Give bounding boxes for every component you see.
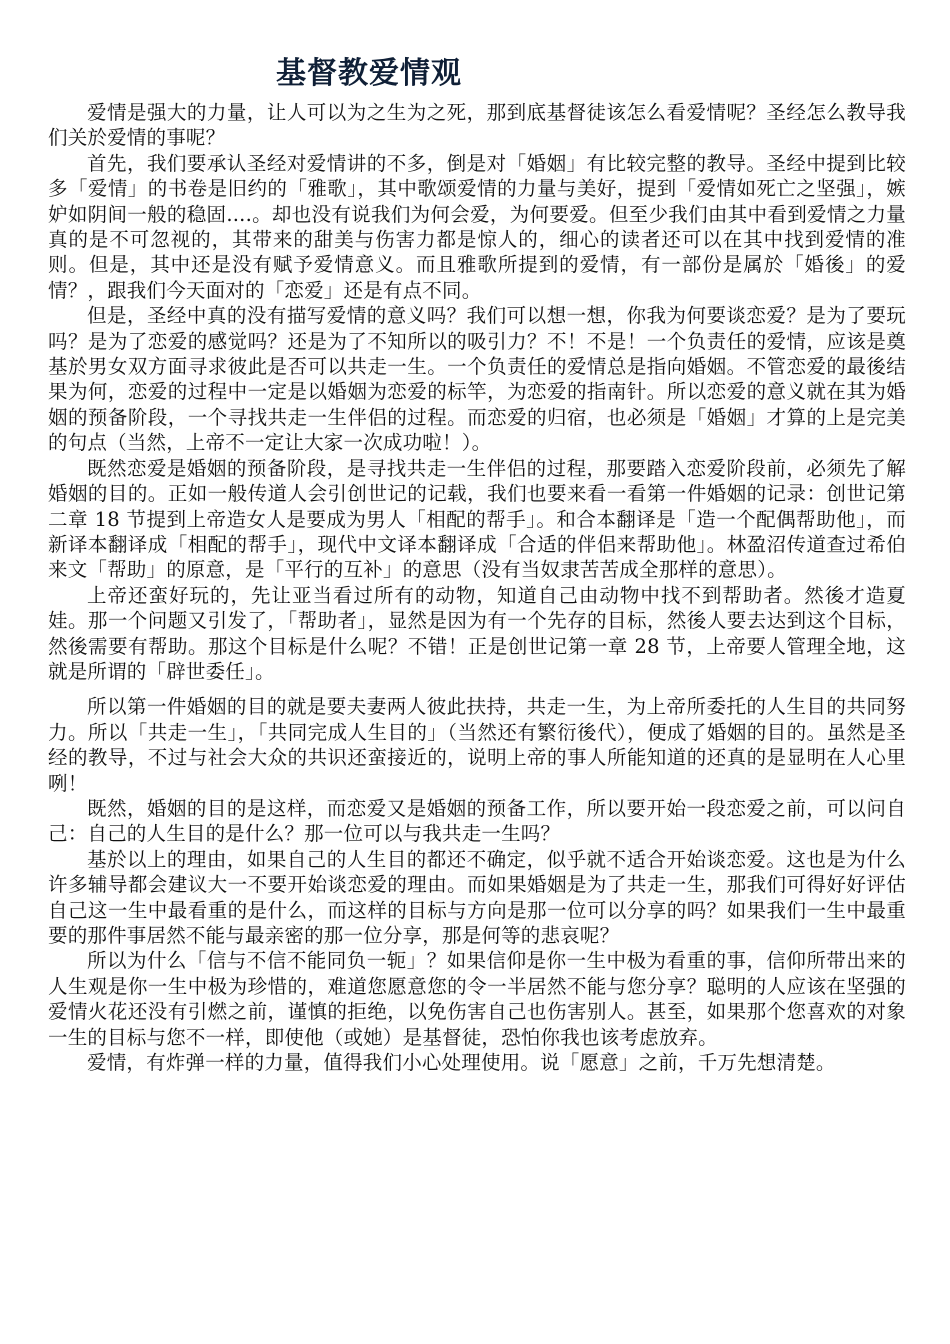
paragraph-7: 既然，婚姻的目的是这样，而恋爱又是婚姻的预备工作，所以要开始一段恋爱之前，可以问自己：自己的人生目的是什么？那一位可以与我共走一生吗？	[48, 796, 906, 846]
paragraph-10: 爱情，有炸弹一样的力量，值得我们小心处理使用。说「愿意」之前，千万先想清楚。	[87, 1051, 836, 1075]
paragraph-1: 爱情是强大的力量，让人可以为之生为之死，那到底基督徒该怎么看爱情呢？圣经怎么教导我们关於爱情的事呢？	[48, 101, 906, 150]
paragraph-8: 基於以上的理由，如果自己的人生目的都还不确定，似乎就不适合开始谈恋爱。这也是为什么许多辅导都会建议大一不要开始谈恋爱的理由。而如果婚姻是为了共走一生，那我们可得好好评估自己这一生中最看重的是什么，而这样的目标与方向是那一位可以分享的吗？如果我们一生中最重要的那件事居然不能与最亲密的那一位分享，那是何等的悲哀呢？	[48, 847, 906, 947]
document-page	[48, 52, 906, 1075]
paragraph-2: 首先，我们要承认圣经对爱情讲的不多，倒是对「婚姻」有比较完整的教导。圣经中提到比较多「爱情」的书卷是旧约的「雅歌」，其中歌颂爱情的力量与美好，提到「爱情如死亡之坚强」，嫉妒如阴间一般的稳固....。却也没有说我们为何会爱，为何要爱。但至少我们由其中看到爱情之力量真的是不可忽视的，其带来的甜美与伤害力都是惊人的，细心的读者还可以在其中找到爱情的准则。但是，其中还是没有赋予爱情意义。而且雅歌所提到的爱情，有一部份是属於「婚後」的爱情？，跟我们今天面对的「恋爱」还是有点不同。	[48, 151, 906, 302]
paragraph-6: 所以第一件婚姻的目的就是要夫妻两人彼此扶持，共走一生，为上帝所委托的人生目的共同努力。所以「共走一生」，「共同完成人生目的」（当然还有繁衍後代），便成了婚姻的目的。虽然是圣经的教导，不过与社会大众的共识还蛮接近的，说明上帝的事人所能知道的还真的是显明在人心里咧！	[48, 695, 906, 795]
paragraph-5: 上帝还蛮好玩的，先让亚当看过所有的动物，知道自己由动物中找不到帮助者。然後才造夏娃。那一个问题又引发了，「帮助者」，显然是因为有一个先存的目标，然後人要去达到这个目标，然後需要有帮助。那这个目标是什么呢？不错！正是创世记第一章 28 节，上帝要人管理全地，这就是所谓的「辟世委任」。	[48, 583, 906, 683]
paragraph-3: 但是，圣经中真的没有描写爱情的意义吗？我们可以想一想，你我为何要谈恋爱？是为了要玩吗？是为了恋爱的感觉吗？还是为了不知所以的吸引力？不！不是！一个负责任的爱情，应该是奠基於男女双方面寻求彼此是否可以共走一生。一个负责任的爱情总是指向婚姻。不管恋爱的最後结果为何，恋爱的过程中一定是以婚姻为恋爱的标竿，为恋爱的指南针。所以恋爱的意义就在其为婚姻的预备阶段，一个寻找共走一生伴侣的过程。而恋爱的归宿，也必须是「婚姻」才算的上是完美的句点（当然，上帝不一定让大家一次成功啦！）。	[48, 304, 906, 455]
document-title: 基督教爱情观	[276, 56, 462, 91]
paragraph-4: 既然恋爱是婚姻的预备阶段，是寻找共走一生伴侣的过程，那要踏入恋爱阶段前，必须先了解婚姻的目的。正如一般传道人会引创世记的记载，我们也要来看一看第一件婚姻的记录：创世记第二章 18 节提到上帝造女人是要成为男人「相配的帮手」。和合本翻译是「造一个配偶帮助他」，而新译本翻译成「相配的帮手」，现代中文译本翻译成「合适的伴侣来帮助他」。林盈沼传道查过希伯来文「帮助」的原意，是「平行的互补」的意思（没有当奴隶苦苦成全那样的意思）。	[48, 456, 906, 582]
paragraph-9: 所以为什么「信与不信不能同负一轭」？如果信仰是你一生中极为看重的事，信仰所带出来的人生观是你一生中极为珍惜的，难道您愿意您的令一半居然不能与您分享？聪明的人应该在坚强的爱情火花还没有引燃之前，谨慎的拒绝，以免伤害自己也伤害别人。甚至，如果那个您喜欢的对象一生的目标与您不一样，即使他（或她）是基督徒，恐怕你我也该考虑放弃。	[48, 949, 906, 1049]
